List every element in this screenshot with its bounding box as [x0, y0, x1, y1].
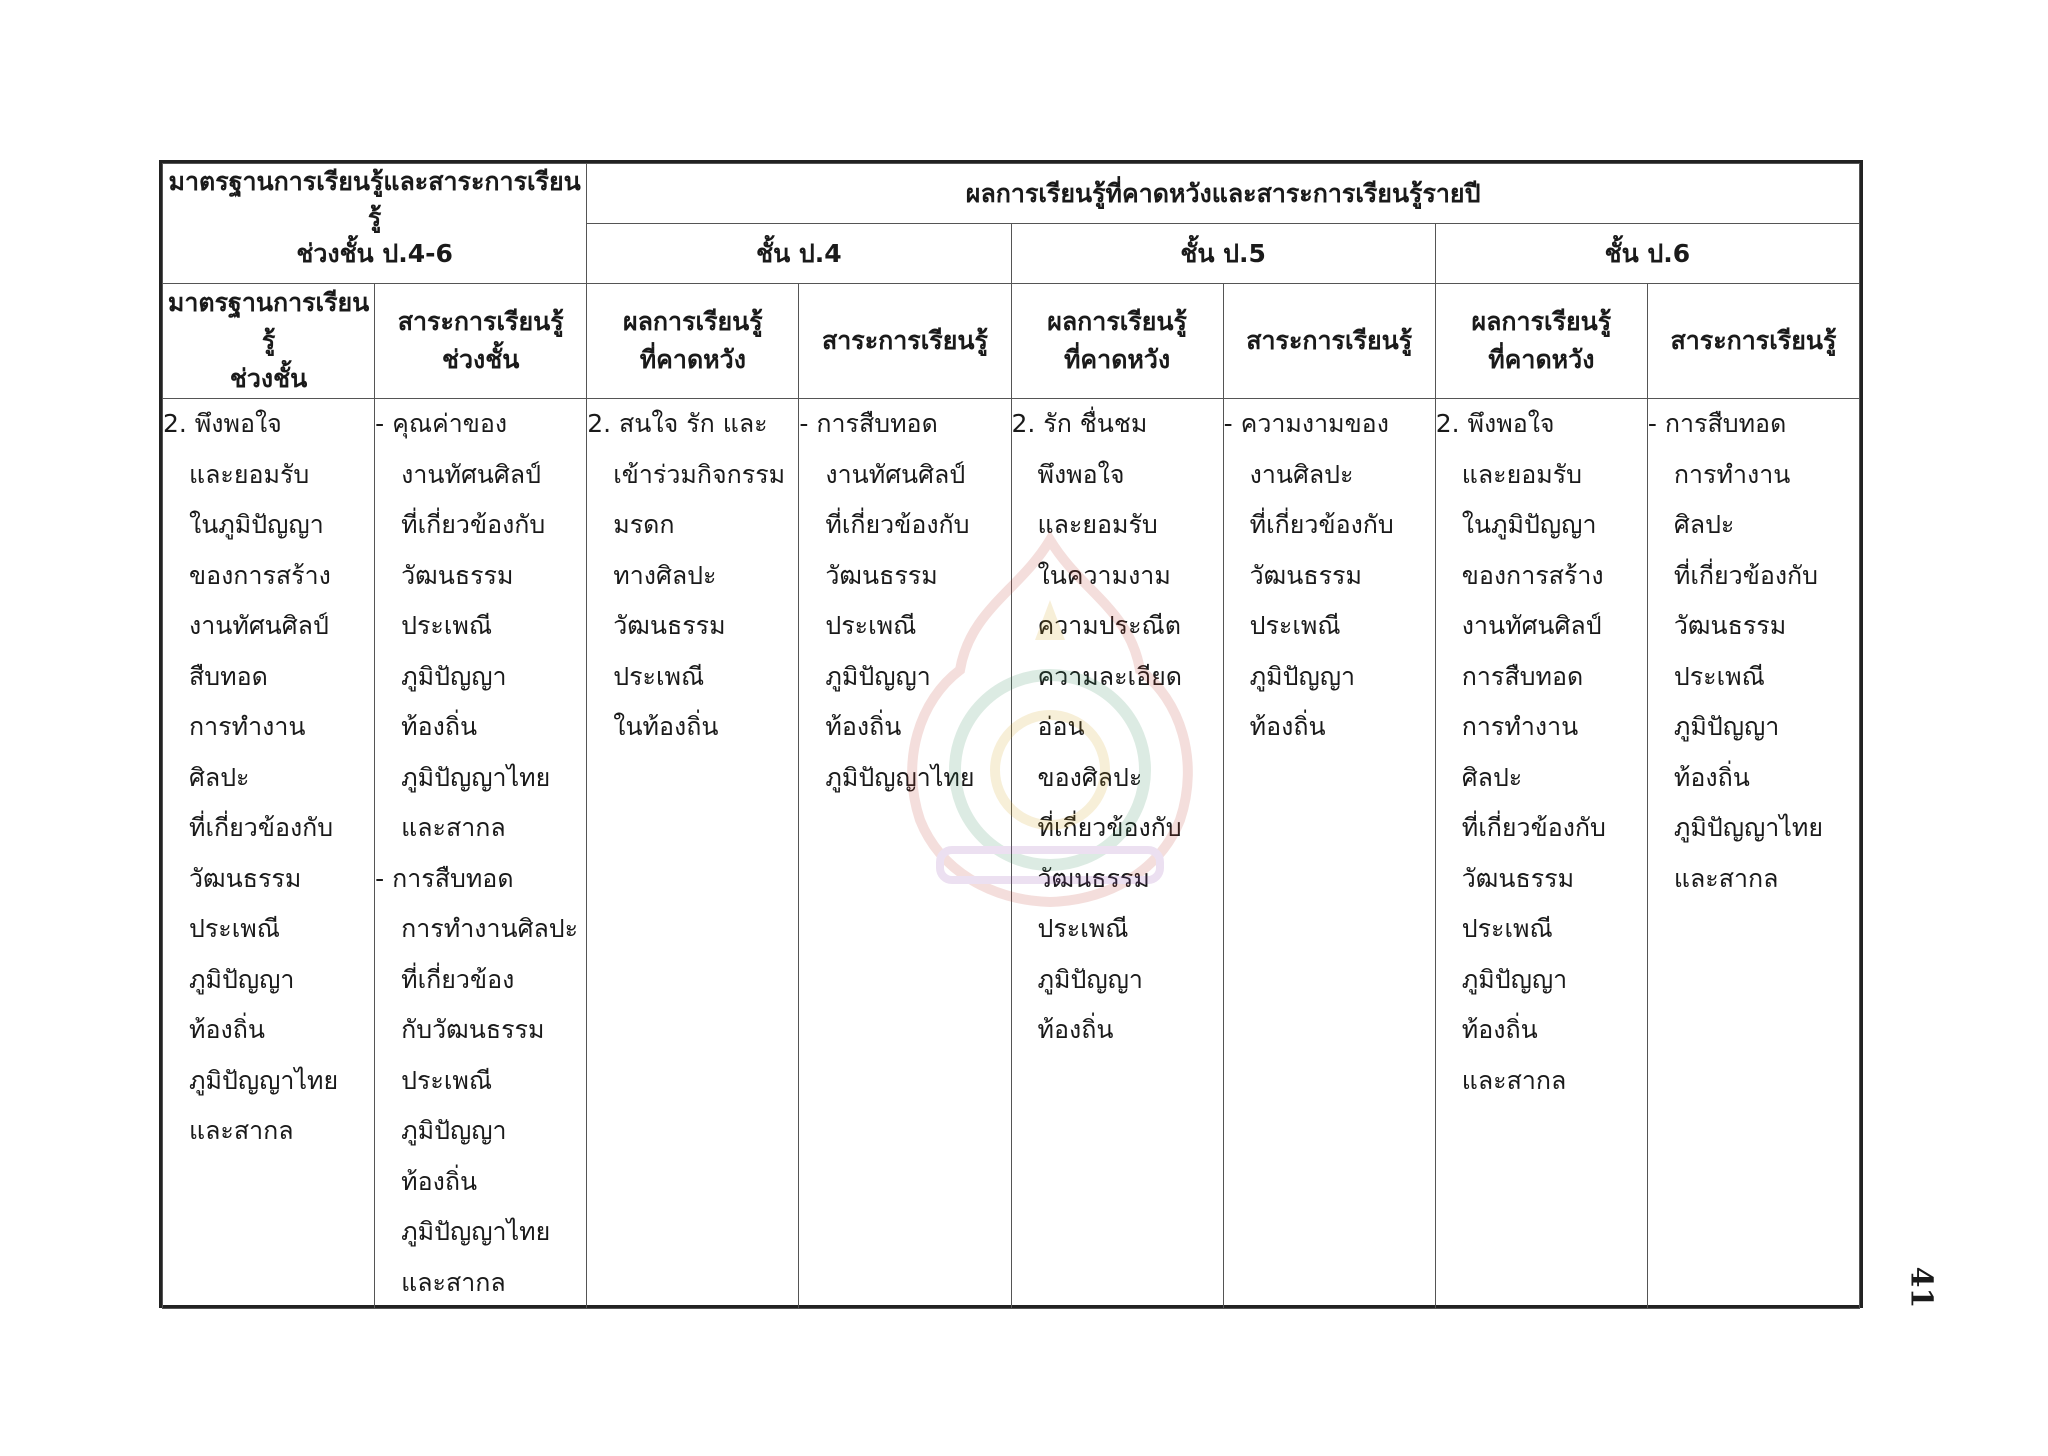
grade-p6-header: ชั้น ป.6: [1435, 224, 1859, 284]
curriculum-sheet: [159, 160, 1863, 1308]
p4-outcome-text: 2. สนใจ รัก และ เข้าร่วมกิจกรรม มรดก ทางศิลปะ วัฒนธรรม ประเพณี ในท้องถิ่น: [587, 409, 786, 741]
p4-content-subheader: สาระการเรียนรู้: [799, 284, 1011, 399]
p6-outcome-cell: [1435, 399, 1647, 1309]
p6-outcome-subheader: ผลการเรียนรู้ ที่คาดหวัง: [1435, 284, 1647, 399]
standards-range-header: [163, 164, 587, 284]
grade-p5-header: ชั้น ป.5: [1011, 224, 1435, 284]
p5-content-text: - ความงามของ งานศิลปะ ที่เกี่ยวข้องกับ วัฒนธรรม ประเพณี ภูมิปัญญา ท้องถิ่น: [1223, 409, 1394, 741]
grade-p4-header: ชั้น ป.4: [587, 224, 1011, 284]
p5-outcome-subheader: ผลการเรียนรู้ ที่คาดหวัง: [1011, 284, 1223, 399]
p5-content-subheader: สาระการเรียนรู้: [1223, 284, 1435, 399]
standards-range-grade: ช่วงชั้น ป.4-6: [296, 239, 453, 268]
p4-outcome-cell: [587, 399, 799, 1309]
p4-outcome-subheader: ผลการเรียนรู้ ที่คาดหวัง: [587, 284, 799, 399]
curriculum-table: [162, 163, 1860, 1309]
p6-content-text: - การสืบทอด การทำงาน ศิลปะ ที่เกี่ยวข้องกับ วัฒนธรรม ประเพณี ภูมิปัญญา ท้องถิ่น ภูมิปัญญาไทย และสากล: [1647, 409, 1824, 893]
standard-text: 2. พึงพอใจ และยอมรับ ในภูมิปัญญา ของการสร้าง งานทัศนศิลป์ สืบทอด การทำงาน ศิลปะ ที่เกี่ยวข้องกับ วัฒนธรรม ประเพณี ภูมิปัญญา ท้องถิ่น ภูมิปัญญาไทย และสากล: [163, 409, 339, 1145]
range-content-subheader: สาระการเรียนรู้ ช่วงชั้น: [375, 284, 587, 399]
range-content-bullet-2: - การสืบทอด การทำงานศิลปะ ที่เกี่ยวข้อง กับวัฒนธรรม ประเพณี ภูมิปัญญา ท้องถิ่น ภูมิปัญญาไทย และสากล: [375, 863, 579, 1297]
p5-outcome-cell: [1011, 399, 1223, 1309]
p6-content-subheader: สาระการเรียนรู้: [1647, 284, 1859, 399]
standard-subheader: มาตรฐานการเรียนรู้ ช่วงชั้น: [163, 284, 375, 399]
page-number: 41: [1903, 1266, 1939, 1309]
p5-outcome-text: 2. รัก ชื่นชม พึงพอใจ และยอมรับ ในความงาม ความประณีต ความละเอียดอ่อน ของศิลปะ ที่เกี่ยวข้องกับ วัฒนธรรม ประเพณี ภูมิปัญญา ท้องถิ่น: [1011, 409, 1182, 1044]
range-content-bullet-1: - คุณค่าของ งานทัศนศิลป์ ที่เกี่ยวข้องกับ วัฒนธรรม ประเพณี ภูมิปัญญา ท้องถิ่น ภูมิปัญญาไทย และสากล: [375, 409, 551, 842]
p6-content-cell: [1647, 399, 1859, 1309]
standards-range-title: มาตรฐานการเรียนรู้และสาระการเรียนรู้: [168, 167, 581, 232]
range-content-cell: [375, 399, 587, 1309]
yearly-outcomes-header: ผลการเรียนรู้ที่คาดหวังและสาระการเรียนรู้รายปี: [587, 164, 1860, 224]
standard-cell: [163, 399, 375, 1309]
p4-content-text: - การสืบทอด งานทัศนศิลป์ ที่เกี่ยวข้องกับ วัฒนธรรม ประเพณี ภูมิปัญญา ท้องถิ่น ภูมิปัญญาไทย: [799, 409, 975, 792]
p5-content-cell: [1223, 399, 1435, 1309]
p4-content-cell: [799, 399, 1011, 1309]
p6-outcome-text: 2. พึงพอใจ และยอมรับ ในภูมิปัญญา ของการสร้าง งานทัศนศิลป์ การสืบทอด การทำงาน ศิลปะ ที่เกี่ยวข้องกับ วัฒนธรรม ประเพณี ภูมิปัญญา ท้องถิ่น และสากล: [1435, 409, 1606, 1095]
